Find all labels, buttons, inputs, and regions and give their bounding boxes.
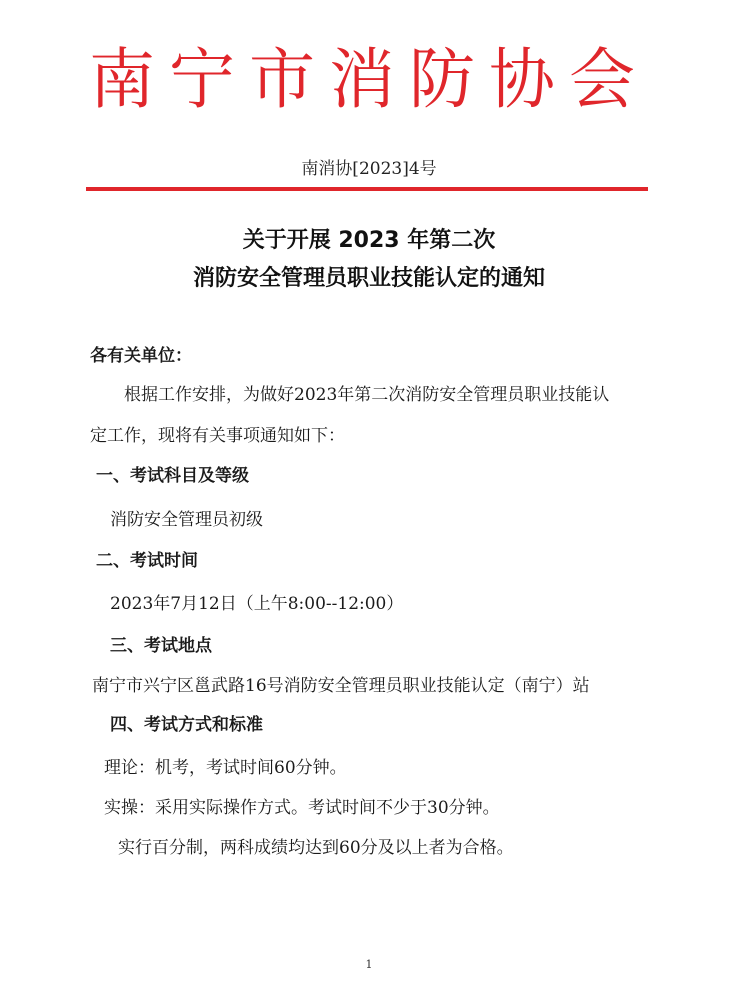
document-number: 南消协[2023]4号 bbox=[301, 159, 437, 179]
letterhead-red-rule bbox=[86, 187, 648, 191]
section-4-line-1: 理论：机考，考试时间60分钟。 bbox=[104, 758, 347, 778]
section-1-line-1: 消防安全管理员初级 bbox=[110, 510, 263, 530]
section-4-line-2: 实操：采用实际操作方式。考试时间不少于30分钟。 bbox=[104, 798, 500, 818]
section-4-heading: 四、考试方式和标准 bbox=[110, 715, 263, 735]
intro-paragraph-line-1: 根据工作安排，为做好2023年第二次消防安全管理员职业技能认 bbox=[124, 385, 610, 405]
notice-title-line-1: 关于开展 2023 年第二次 bbox=[242, 228, 496, 253]
section-2-line-1: 2023年7月12日（上午8:00--12:00） bbox=[110, 594, 404, 614]
section-3-heading: 三、考试地点 bbox=[110, 636, 212, 656]
section-4-line-3: 实行百分制，两科成绩均达到60分及以上者为合格。 bbox=[118, 838, 514, 858]
notice-title-line-2: 消防安全管理员职业技能认定的通知 bbox=[192, 266, 545, 291]
section-2-heading: 二、考试时间 bbox=[96, 551, 198, 571]
section-1-heading: 一、考试科目及等级 bbox=[96, 466, 249, 486]
page-number: 1 bbox=[365, 958, 373, 971]
section-3-line-1: 南宁市兴宁区邕武路16号消防安全管理员职业技能认定（南宁）站 bbox=[92, 676, 590, 696]
intro-paragraph-line-2: 定工作，现将有关事项通知如下： bbox=[90, 426, 345, 446]
salutation: 各有关单位： bbox=[90, 346, 192, 366]
org-letterhead: 南宁市消防协会 bbox=[89, 41, 649, 118]
